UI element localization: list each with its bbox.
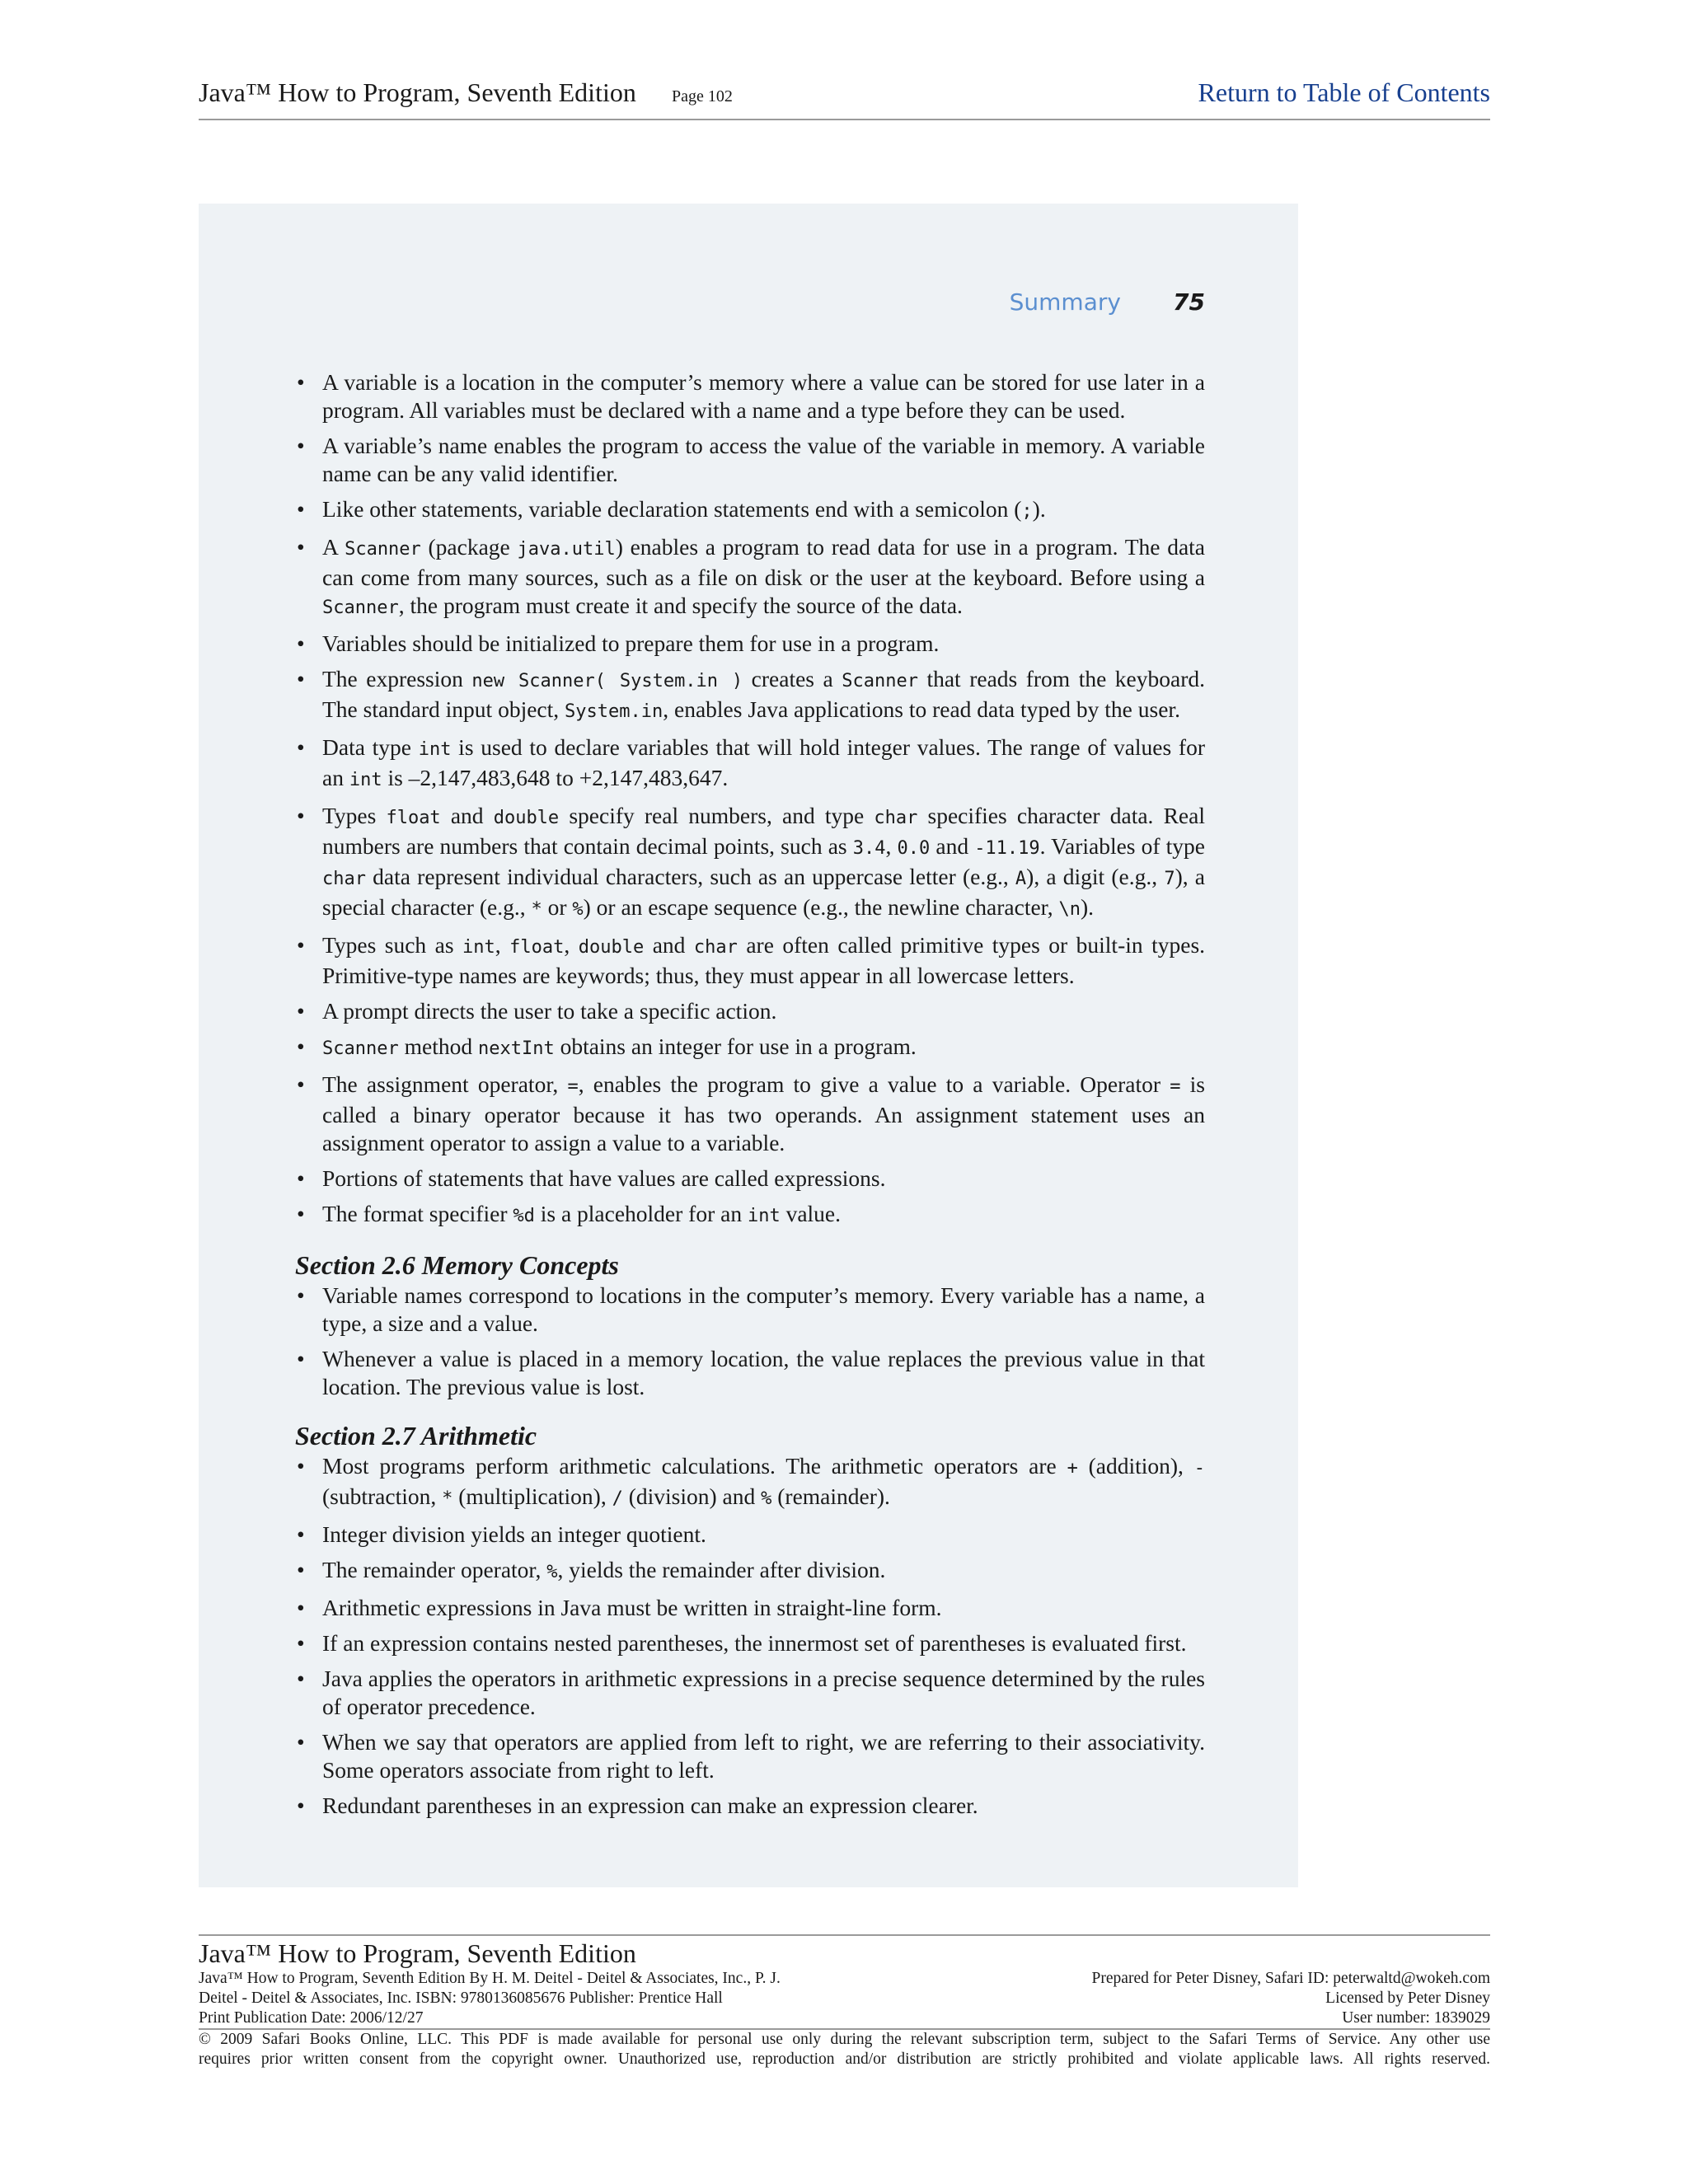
bullet-list <box>295 1282 1205 1401</box>
inline-code: = <box>567 1076 579 1097</box>
license-line: Licensed by Peter Disney <box>1325 1990 1490 2007</box>
text-run: The format specifier <box>322 1201 513 1226</box>
text-run: If an expression contains nested parentheses, the innermost set of parentheses is evaluated first. <box>322 1630 1187 1656</box>
text-run: Types <box>322 803 387 828</box>
inline-code: int <box>747 1206 781 1226</box>
text-run: are often called primitive types or built-in types. Primitive-type names are keywords; thus, they must appear in all lowercase letters. <box>322 932 1206 988</box>
license-line: Prepared for Peter Disney, Safari ID: peterwaltd@wokeh.com <box>1091 1970 1490 1987</box>
inline-code: * <box>531 899 542 920</box>
inline-code: new Scanner( System.in ) <box>471 671 743 691</box>
bullet-item <box>295 495 1205 526</box>
bullet-item <box>295 1282 1205 1338</box>
bullet-item <box>295 1071 1205 1157</box>
text-run: and <box>930 833 975 859</box>
text-run: Types such as <box>322 932 463 958</box>
inline-code: - <box>1193 1458 1205 1479</box>
text-run: (addition), <box>1077 1453 1194 1479</box>
text-run: ), a digit (e.g., <box>1026 864 1165 889</box>
inline-code: * <box>442 1488 453 1509</box>
inline-code: float <box>509 937 565 958</box>
text-run: Variable names correspond to locations in the computer’s memory. Every variable has a name, a type, a size and a value. <box>322 1282 1205 1336</box>
inline-code: % <box>572 899 584 920</box>
page-header <box>199 77 1490 120</box>
copyright-line: © 2009 Safari Books Online, LLC. This PDF is made available for personal use only during the relevant subscription term, subject to the Safari Terms of Service. Any other use <box>199 2031 1490 2048</box>
text-run: is called a binary operator because it has two operands. An assignment statement uses an assignment operator to assign a value to a variable. <box>322 1071 1206 1155</box>
text-run: The assignment operator, <box>322 1071 568 1097</box>
text-run: (subtraction, <box>322 1483 443 1509</box>
bullet-item <box>295 1665 1205 1721</box>
bullet-list <box>295 368 1205 1230</box>
inline-code: % <box>761 1488 772 1509</box>
text-run: . Variables of type <box>1039 833 1205 859</box>
text-run: Most programs perform arithmetic calculations. The arithmetic operators are <box>322 1453 1067 1479</box>
bullet-item <box>295 1629 1205 1657</box>
running-head-label: Summary <box>1009 288 1121 316</box>
bullet-item <box>295 1165 1205 1193</box>
copyright-line: requires prior written consent from the copyright owner. Unauthorized use, reproduction and/or distribution are strictly prohibited and violate applicable laws. All rights reserved. <box>199 2050 1490 2068</box>
bullet-item <box>295 1728 1205 1784</box>
bullet-item <box>295 1452 1205 1513</box>
bullet-item <box>295 997 1205 1025</box>
text-run: ) enables a program to read data for use in a program. The data can come from many sources, such as a file on disk or the user at the keyboard. Before using a <box>322 534 1206 590</box>
bullet-item <box>295 533 1205 622</box>
text-run: or <box>542 894 573 920</box>
license-line: User number: 1839029 <box>1342 2009 1490 2027</box>
text-run: A variable is a location in the computer’s memory where a value can be stored for use later in a program. All variables must be declared with a name and a type before they can be used. <box>322 369 1205 423</box>
bullet-item <box>295 665 1205 726</box>
text-run: A variable’s name enables the program to access the value of the variable in memory. A variable name can be any valid identifier. <box>322 433 1205 486</box>
inline-code: % <box>546 1562 558 1582</box>
section-heading: Section 2.7 Arithmetic <box>295 1421 537 1451</box>
inline-code: + <box>1067 1458 1078 1479</box>
text-run: specify real numbers, and type <box>559 803 874 828</box>
text-run: , the program must create it and specify the source of the data. <box>398 593 963 618</box>
bullet-item <box>295 432 1205 488</box>
text-run: , enables the program to give a value to a variable. Operator <box>578 1071 1170 1097</box>
text-run: ) or an escape sequence (e.g., the newline character, <box>583 894 1059 920</box>
text-run: Redundant parentheses in an expression can make an expression clearer. <box>322 1793 978 1818</box>
inline-code: 3.4 <box>852 838 886 859</box>
inline-code: int <box>462 937 495 958</box>
text-run: A <box>322 534 345 560</box>
bullet-item <box>295 733 1205 794</box>
text-run: obtains an integer for use in a program. <box>554 1033 917 1059</box>
text-run: Variables should be initialized to prepare them for use in a program. <box>322 630 940 656</box>
text-run: Portions of statements that have values are called expressions. <box>322 1165 886 1191</box>
text-run: Java applies the operators in arithmetic expressions in a precise sequence determined by the rules of operator precedence. <box>322 1666 1205 1719</box>
page-label: Page 102 <box>672 87 733 105</box>
text-run: specifies character data. Real numbers are numbers that contain decimal points, such as <box>322 803 1205 859</box>
bullet-item <box>295 1345 1205 1401</box>
bullet-item <box>295 1556 1205 1586</box>
summary-body <box>295 368 1205 1827</box>
inline-code: char <box>693 937 738 958</box>
text-run: is used to declare variables that will hold integer values. The range of values for an <box>322 734 1205 790</box>
inline-code: Scanner <box>842 671 918 691</box>
inline-code: 0.0 <box>897 838 931 859</box>
inline-code: %d <box>513 1206 535 1226</box>
inline-code: java.util <box>517 539 616 560</box>
bullet-list <box>295 1452 1205 1820</box>
inline-code: Scanner <box>322 598 399 618</box>
inline-code: = <box>1170 1076 1181 1097</box>
bullet-item <box>295 1521 1205 1549</box>
text-run: ). <box>1032 496 1046 522</box>
bullet-item <box>295 802 1205 924</box>
text-run: (package <box>420 534 518 560</box>
inline-code: \n <box>1058 899 1081 920</box>
inline-code: double <box>578 937 645 958</box>
license-info <box>1092 1969 1490 2028</box>
inline-code: System.in <box>565 701 663 722</box>
text-run: , <box>885 833 898 859</box>
inline-code: / <box>612 1488 623 1509</box>
publication-line: Deitel - Deitel & Associates, Inc. ISBN: 9780136085676 Publisher: Prentice Hall <box>199 1990 723 2007</box>
inline-code: double <box>493 808 560 828</box>
publication-line: Java™ How to Program, Seventh Edition By H. M. Deitel - Deitel & Associates, Inc., P. J. <box>199 1970 781 1987</box>
text-run: , yields the remainder after division. <box>557 1557 886 1582</box>
text-run: that reads from the keyboard. The standard input object, <box>322 666 1205 722</box>
text-run: and <box>440 803 494 828</box>
page-number: 75 <box>1173 288 1205 316</box>
text-run: creates a <box>743 666 842 691</box>
text-run: A prompt directs the user to take a specific action. <box>322 998 777 1024</box>
inline-code: int <box>349 770 382 790</box>
inline-code: float <box>386 808 441 828</box>
copyright-notice <box>199 2028 1490 2069</box>
text-run: ), a special character (e.g., <box>322 864 1205 920</box>
inline-code: Scanner <box>345 539 421 560</box>
text-run: The expression <box>322 666 472 691</box>
bullet-item <box>295 368 1205 424</box>
text-run: (multiplication), <box>452 1483 612 1509</box>
toc-link[interactable]: Return to Table of Contents <box>1198 77 1490 107</box>
text-run: When we say that operators are applied from left to right, we are referring to their associativity. Some operators associate from right to left. <box>322 1729 1205 1783</box>
inline-code: 7 <box>1164 869 1175 889</box>
inline-code: char <box>322 869 366 889</box>
text-run: Arithmetic expressions in Java must be written in straight-line form. <box>322 1595 942 1620</box>
book-page <box>199 204 1298 1887</box>
inline-code: ; <box>1021 501 1033 522</box>
book-title: Java™ How to Program, Seventh Edition <box>199 77 636 107</box>
bullet-item <box>295 630 1205 658</box>
bullet-item <box>295 1200 1205 1230</box>
text-run: data represent individual characters, such as an uppercase letter (e.g., <box>365 864 1015 889</box>
text-run: Like other statements, variable declaration statements end with a semicolon ( <box>322 496 1022 522</box>
bullet-item <box>295 931 1205 990</box>
text-run: is a placeholder for an <box>534 1201 748 1226</box>
inline-code: int <box>418 739 452 760</box>
text-run: (division) and <box>622 1483 762 1509</box>
inline-code: char <box>874 808 918 828</box>
section-heading: Section 2.6 Memory Concepts <box>295 1250 619 1280</box>
text-run: Whenever a value is placed in a memory location, the value replaces the previous value in that location. The previous value is lost. <box>322 1346 1205 1399</box>
text-run: , <box>564 932 579 958</box>
footer-title: Java™ How to Program, Seventh Edition <box>199 1938 636 1968</box>
text-run: ). <box>1080 894 1095 920</box>
text-run: Data type <box>322 734 419 760</box>
inline-code: nextInt <box>477 1038 555 1059</box>
running-head <box>199 288 1205 316</box>
text-run: , <box>495 932 510 958</box>
page-footer <box>199 1934 1490 2069</box>
bullet-item <box>295 1594 1205 1622</box>
text-run: Integer division yields an integer quotient. <box>322 1521 706 1547</box>
text-run: , enables Java applications to read data typed by the user. <box>663 696 1180 722</box>
publication-info <box>199 1969 1031 2028</box>
text-run: is –2,147,483,648 to +2,147,483,647. <box>382 765 729 790</box>
bullet-item <box>295 1033 1205 1063</box>
inline-code: -11.19 <box>974 838 1040 859</box>
publication-line: Print Publication Date: 2006/12/27 <box>199 2009 424 2027</box>
inline-code: Scanner <box>322 1038 399 1059</box>
bullet-item <box>295 1792 1205 1820</box>
text-run: The remainder operator, <box>322 1557 547 1582</box>
text-run: method <box>398 1033 478 1059</box>
text-run: value. <box>780 1201 842 1226</box>
text-run: and <box>644 932 694 958</box>
text-run: (remainder). <box>771 1483 890 1509</box>
inline-code: A <box>1015 869 1027 889</box>
